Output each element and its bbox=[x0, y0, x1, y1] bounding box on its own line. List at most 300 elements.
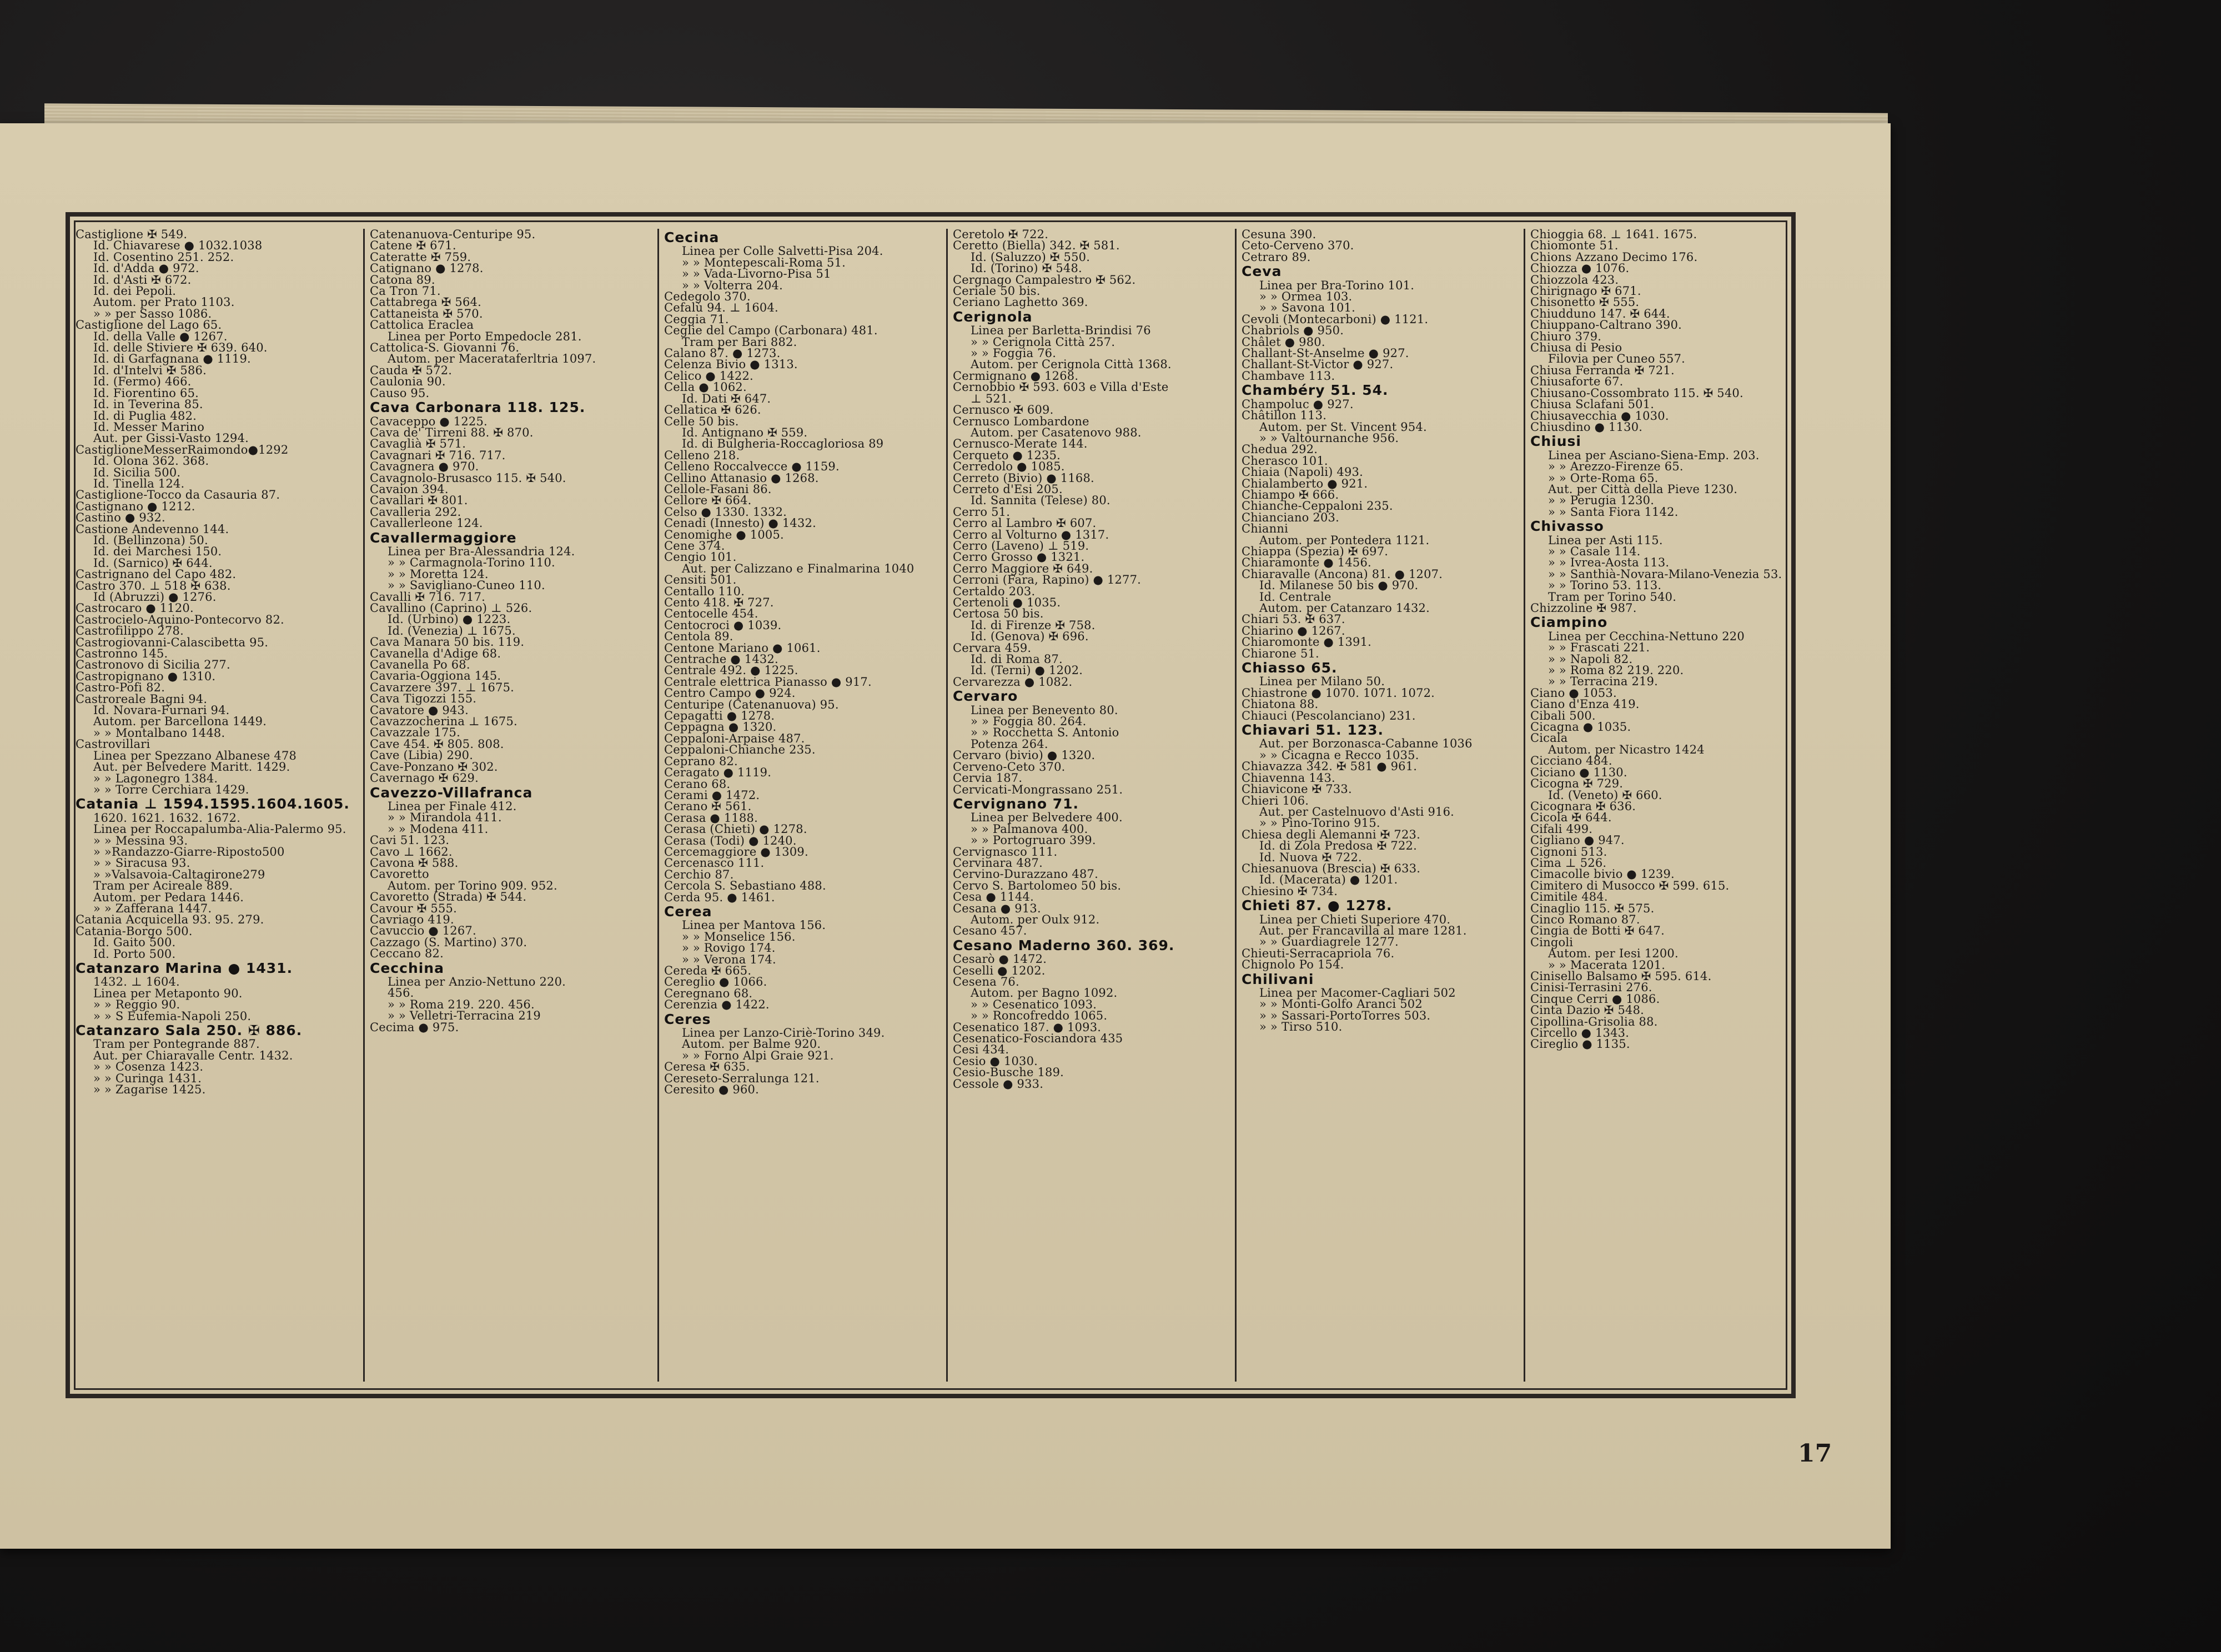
index-entry: Castione Andevenno 144. bbox=[76, 522, 229, 536]
index-entry: Cesio-Busche 189. bbox=[953, 1066, 1064, 1079]
index-entry: Ceretto (Biella) 342. ✠ 581. bbox=[953, 239, 1120, 253]
index-entry: Cernusco ✠ 609. bbox=[953, 403, 1054, 417]
index-entry: Cavazzocherina ⊥ 1675. bbox=[370, 715, 517, 729]
index-entry: Ceppaloni-Arpaise 487. bbox=[664, 731, 805, 745]
index-entry: Aut. per Belvedere Maritt. 1429. bbox=[93, 760, 290, 774]
index-entry: Cervicati-Mongrassano 251. bbox=[953, 782, 1123, 796]
column-divider bbox=[363, 229, 365, 1382]
index-entry: Châtillon 113. bbox=[1242, 409, 1327, 423]
index-entry: Tram per Torino 540. bbox=[1548, 590, 1677, 604]
index-entry: Cervignano 71. bbox=[953, 795, 1079, 812]
index-entry: Autom. per Bagno 1092. bbox=[971, 986, 1118, 1000]
index-entry: Cigliano ● 947. bbox=[1530, 833, 1625, 847]
index-entry: » » Carmagnola-Torino 110. bbox=[388, 556, 555, 570]
index-entry: Autom. per St. Vincent 954. bbox=[1259, 420, 1427, 434]
index-entry: Centola 89. bbox=[664, 630, 733, 644]
index-entry: Cerea bbox=[664, 903, 712, 920]
index-entry: Linea per Benevento 80. bbox=[971, 703, 1118, 717]
index-entry: Cinaglio 115. ✠ 575. bbox=[1530, 901, 1655, 915]
index-entry: Cave-Ponzano ✠ 302. bbox=[370, 760, 498, 774]
index-entry: Autom. per Barcellona 1449. bbox=[93, 715, 267, 729]
index-entry: Aut. per Chiaravalle Centr. 1432. bbox=[93, 1048, 293, 1062]
index-entry: Cedegolo 370. bbox=[664, 290, 751, 304]
index-entry: » » Palmanova 400. bbox=[971, 822, 1088, 836]
index-entry: Cervara 459. bbox=[953, 641, 1032, 655]
index-entry: » » S Eufemia-Napoli 250. bbox=[93, 1009, 252, 1023]
index-entry: Catania-Borgo 500. bbox=[76, 924, 193, 938]
index-entry: Ceriano Laghetto 369. bbox=[953, 295, 1088, 309]
index-entry: Id. Tinella 124. bbox=[93, 476, 185, 490]
timetable-index-page bbox=[0, 123, 1891, 1549]
index-entry: » » Torre Cerchiara 1429. bbox=[93, 782, 249, 796]
index-entry: » » Napoli 82. bbox=[1548, 652, 1633, 666]
index-entry: Chieuti-Serracapriola 76. bbox=[1242, 946, 1395, 960]
index-entry: Cengio 101. bbox=[664, 550, 737, 564]
index-entry: Cerro al Lambro ✠ 607. bbox=[953, 516, 1097, 530]
index-entry: Castrignano del Capo 482. bbox=[76, 568, 237, 581]
index-entry: Cerami ● 1472. bbox=[664, 788, 760, 802]
index-entry: Cellatica ✠ 626. bbox=[664, 403, 761, 417]
index-entry: » » Cesenatico 1093. bbox=[971, 997, 1097, 1011]
index-entry: Ceglie del Campo (Carbonara) 481. bbox=[664, 324, 878, 338]
index-entry: Chiusa di Pesio bbox=[1530, 341, 1622, 355]
index-entry: Id. di Garfagnana ● 1119. bbox=[93, 352, 251, 366]
column-divider bbox=[657, 229, 659, 1382]
index-entry: Cavallino (Caprino) ⊥ 526. bbox=[370, 601, 532, 615]
index-entry: Chiavari 51. 123. bbox=[1242, 722, 1384, 739]
index-entry: Centrale 492. ● 1225. bbox=[664, 664, 798, 677]
index-entry: Castrogiovanni-Calascibetta 95. bbox=[76, 635, 269, 649]
index-entry: » » Sassari-PortoTorres 503. bbox=[1259, 1008, 1431, 1022]
index-entry: Cercenasco 111. bbox=[664, 856, 765, 870]
index-entry: Cervo S. Bartolomeo 50 bis. bbox=[953, 878, 1122, 892]
index-entry: Cellole-Fasani 86. bbox=[664, 482, 772, 496]
index-entry: Linea per Milano 50. bbox=[1259, 675, 1385, 689]
index-entry: » » Rocchetta S. Antonio bbox=[971, 726, 1119, 740]
index-entry: Cesa ● 1144. bbox=[953, 890, 1034, 904]
index-entry: » » Savona 101. bbox=[1259, 301, 1355, 315]
index-entry: Castiglione del Lago 65. bbox=[76, 318, 222, 332]
index-entry: Cerano 68. bbox=[664, 777, 731, 791]
index-entry: Linea per Anzio-Nettuno 220. bbox=[388, 975, 566, 988]
index-entry: Chiatona 88. bbox=[1242, 697, 1319, 711]
index-entry: Cavaion 394. bbox=[370, 482, 449, 496]
index-entry: Chiesa degli Alemanni ✠ 723. bbox=[1242, 827, 1420, 841]
index-entry: Cerasa (Chieti) ● 1278. bbox=[664, 822, 807, 836]
index-entry: Id. Messer Marino bbox=[93, 420, 205, 434]
index-entry: Id. dei Marchesi 150. bbox=[93, 545, 222, 559]
index-entry: » » Velletri-Terracina 219 bbox=[388, 1009, 541, 1023]
index-entry: Ceresa ✠ 635. bbox=[664, 1060, 750, 1074]
index-entry: Cipollina-Grisolia 88. bbox=[1530, 1015, 1658, 1028]
index-entry: » » Macerata 1201. bbox=[1548, 958, 1666, 972]
index-entry: Autom. per Balme 920. bbox=[682, 1037, 821, 1051]
index-entry: Celso ● 1330. 1332. bbox=[664, 505, 787, 519]
index-entry: Id. (Macerata) ● 1201. bbox=[1259, 873, 1398, 887]
index-entry: Potenza 264. bbox=[971, 737, 1048, 751]
index-entry: Id. della Valle ● 1267. bbox=[93, 329, 228, 343]
index-entry: Ceto-Cerveno 370. bbox=[1242, 239, 1354, 253]
index-column-1 bbox=[76, 229, 359, 1382]
index-entry: Cerro 51. bbox=[953, 505, 1011, 519]
index-entry: Certaldo 203. bbox=[953, 584, 1036, 598]
index-entry: Cavalleria 292. bbox=[370, 505, 461, 519]
index-entry: Chiusavecchia ● 1030. bbox=[1530, 409, 1669, 423]
index-entry: Catania Acquicella 93. 95. 279. bbox=[76, 913, 264, 927]
index-entry: » » Pino-Torino 915. bbox=[1259, 816, 1380, 830]
index-entry: Chianni bbox=[1242, 522, 1288, 536]
index-entry: Certosa 50 bis. bbox=[953, 607, 1044, 621]
index-entry: » » Verona 174. bbox=[682, 952, 776, 966]
index-entry: Centallo 110. bbox=[664, 584, 745, 598]
index-entry: Cecina bbox=[664, 229, 720, 245]
index-entry: Cefalù 94. ⊥ 1604. bbox=[664, 301, 778, 315]
index-entry: » » Cicagna e Recco 1035. bbox=[1259, 748, 1419, 762]
index-entry: Linea per Bra-Alessandria 124. bbox=[388, 544, 575, 558]
index-entry: Cinisi-Terrasini 276. bbox=[1530, 981, 1652, 995]
index-entry: » » Arezzo-Firenze 65. bbox=[1548, 460, 1684, 474]
index-entry: Id. di Zola Predosa ✠ 722. bbox=[1259, 839, 1417, 853]
index-entry: Cerignola bbox=[953, 308, 1033, 325]
index-entry: Cavagnera ● 970. bbox=[370, 460, 479, 474]
index-entry: Chizzoline ✠ 987. bbox=[1530, 601, 1637, 615]
index-entry: Cifali 499. bbox=[1530, 822, 1593, 836]
index-entry: » » Tirso 510. bbox=[1259, 1020, 1343, 1034]
index-entry: Castropignano ● 1310. bbox=[76, 669, 216, 683]
index-entry: 1620. 1621. 1632. 1672. bbox=[93, 811, 241, 825]
index-entry: Id. d'Asti ✠ 672. bbox=[93, 273, 192, 287]
index-entry: Ceragato ● 1119. bbox=[664, 766, 772, 780]
index-entry: Chiozzola 423. bbox=[1530, 273, 1619, 287]
index-entry: Chiomonte 51. bbox=[1530, 239, 1619, 253]
index-entry: Ceggia 71. bbox=[664, 312, 729, 326]
index-entry: Chiusa Sclafani 501. bbox=[1530, 398, 1655, 411]
index-entry: » » Santhià-Novara-Milano-Venezia 53. bbox=[1548, 567, 1782, 581]
index-entry: Cervignasco 111. bbox=[953, 845, 1058, 858]
index-entry: Autom. per Prato 1103. bbox=[93, 295, 235, 309]
index-entry: Cavuccio ● 1267. bbox=[370, 924, 476, 938]
index-entry: » » Reggio 90. bbox=[93, 998, 180, 1012]
index-entry: Cherasco 101. bbox=[1242, 454, 1328, 468]
index-entry: Id. di Roma 87. bbox=[971, 652, 1063, 666]
index-entry: Cavernago ✠ 629. bbox=[370, 771, 479, 785]
index-entry: Cesi 434. bbox=[953, 1043, 1009, 1057]
index-entry: Autom. per Cerignola Città 1368. bbox=[971, 358, 1172, 371]
index-entry: Linea per Cecchina-Nettuno 220 bbox=[1548, 629, 1745, 643]
index-entry: Id. Chiavarese ● 1032.1038 bbox=[93, 239, 263, 253]
index-entry: Autom. per Catanzaro 1432. bbox=[1259, 601, 1430, 615]
index-entry: Cereseto-Serralunga 121. bbox=[664, 1071, 820, 1085]
index-entry: Censiti 501. bbox=[664, 573, 737, 587]
index-entry: Cecima ● 975. bbox=[370, 1020, 459, 1034]
index-entry: Cicciano 484. bbox=[1530, 754, 1612, 768]
index-entry: Chiuppano-Caltrano 390. bbox=[1530, 318, 1682, 332]
index-entry: Castiglione ✠ 549. bbox=[76, 229, 188, 241]
index-entry: Castino ● 932. bbox=[76, 511, 165, 525]
index-entry: » »Randazzo-Giarre-Riposto500 bbox=[93, 845, 285, 858]
index-entry: 456. bbox=[388, 986, 414, 1000]
index-entry: Cesarò ● 1472. bbox=[953, 952, 1047, 966]
index-entry: » » Montepescali-Roma 51. bbox=[682, 255, 846, 269]
index-entry: Cateratte ✠ 759. bbox=[370, 250, 471, 264]
index-entry: Ceva bbox=[1242, 263, 1282, 280]
index-entry: Chiaramonte ● 1456. bbox=[1242, 556, 1371, 570]
index-entry: Chieti 87. ● 1278. bbox=[1242, 897, 1393, 914]
index-entry: Autom. per Nicastro 1424 bbox=[1548, 742, 1705, 756]
index-entry: Autom. per Torino 909. 952. bbox=[388, 878, 557, 892]
index-entry: » » Foggia 80. 264. bbox=[971, 715, 1087, 729]
index-entry: Calano 87. ● 1273. bbox=[664, 347, 781, 360]
index-entry: Cavatore ● 943. bbox=[370, 703, 469, 717]
index-entry: » » Mirandola 411. bbox=[388, 811, 502, 825]
index-entry: Cevoli (Montecarboni) ● 1121. bbox=[1242, 312, 1429, 326]
index-entry: Id. Antignano ✠ 559. bbox=[682, 425, 808, 439]
index-entry: » » Messina 93. bbox=[93, 833, 188, 847]
index-entry: Cavo ⊥ 1662. bbox=[370, 845, 453, 858]
index-entry: Cesuna 390. bbox=[1242, 229, 1316, 241]
index-entry: » » Savigliano-Cuneo 110. bbox=[388, 579, 545, 592]
index-entry: Filovia per Cuneo 557. bbox=[1548, 352, 1686, 366]
index-entry: Id. (Genova) ✠ 696. bbox=[971, 630, 1089, 644]
index-entry: Cinco Romano 87. bbox=[1530, 912, 1640, 926]
index-entry: Cerasa ● 1188. bbox=[664, 811, 758, 825]
index-entry: Cecchina bbox=[370, 960, 444, 976]
index-entry: » » Cosenza 1423. bbox=[93, 1060, 204, 1074]
index-entry: Cerreto (Bivio) ● 1168. bbox=[953, 471, 1094, 485]
index-entry: » » Monti-Golfo Aranci 502 bbox=[1259, 997, 1423, 1011]
index-entry: Id. Gaito 500. bbox=[93, 936, 176, 950]
index-entry: Cavallermaggiore bbox=[370, 529, 517, 546]
index-entry: Cave 454. ✠ 805. 808. bbox=[370, 737, 504, 751]
index-entry: Cavagnari ✠ 716. 717. bbox=[370, 448, 506, 462]
index-entry: » » Ormea 103. bbox=[1259, 290, 1353, 304]
index-entry: Chiusa Ferranda ✠ 721. bbox=[1530, 363, 1675, 377]
index-entry: Cervinara 487. bbox=[953, 856, 1043, 870]
index-entry: Chianche-Ceppaloni 235. bbox=[1242, 499, 1393, 513]
index-entry: Cerchio 87. bbox=[664, 867, 734, 881]
index-column-2 bbox=[370, 229, 653, 1382]
index-entry: Caulonia 90. bbox=[370, 375, 446, 389]
index-entry: Autom. per Casatenovo 988. bbox=[971, 425, 1142, 439]
index-entry: Cavaria-Oggiona 145. bbox=[370, 669, 501, 683]
index-entry: Id. (Veneto) ✠ 660. bbox=[1548, 788, 1662, 802]
index-entry: Ceprano 82. bbox=[664, 754, 738, 768]
index-entry: Cicogna ✠ 729. bbox=[1530, 777, 1624, 791]
index-entry: Celleno Roccalvecce ● 1159. bbox=[664, 460, 840, 474]
index-entry: Centro Campo ● 924. bbox=[664, 686, 796, 700]
index-entry: Aut. per Borzonasca-Cabanne 1036 bbox=[1259, 737, 1473, 751]
index-entry: Cimacolle bivio ● 1239. bbox=[1530, 867, 1675, 881]
index-entry: Cavezzo-Villafranca bbox=[370, 784, 533, 801]
index-entry: Castro-Pofi 82. bbox=[76, 681, 165, 695]
index-entry: Cella ● 1062. bbox=[664, 380, 747, 394]
index-entry: Chivasso bbox=[1530, 518, 1604, 535]
index-entry: Autom. per Pedara 1446. bbox=[93, 890, 244, 904]
index-entry: Centuripe (Catenanuova) 95. bbox=[664, 697, 839, 711]
index-entry: Chedua 292. bbox=[1242, 443, 1318, 456]
index-entry: » » Roma 82 219. 220. bbox=[1548, 664, 1684, 677]
index-entry: Cinque Cerri ● 1086. bbox=[1530, 992, 1660, 1006]
index-entry: Id. Porto 500. bbox=[93, 947, 176, 961]
index-entry: Celle 50 bis. bbox=[664, 414, 739, 428]
index-entry: Cerroni (Fara, Rapino) ● 1277. bbox=[953, 573, 1142, 587]
column-divider bbox=[1524, 229, 1525, 1382]
index-entry: Cervino-Durazzano 487. bbox=[953, 867, 1098, 881]
index-entry: Id. Sannita (Telese) 80. bbox=[971, 494, 1110, 508]
index-entry: Cavallerleone 124. bbox=[370, 516, 483, 530]
index-entry: Cerano ✠ 561. bbox=[664, 800, 752, 814]
index-entry: » » Rovigo 174. bbox=[682, 941, 776, 955]
index-entry: Linea per Asciano-Siena-Emp. 203. bbox=[1548, 448, 1760, 462]
index-entry: Linea per Chieti Superiore 470. bbox=[1259, 912, 1451, 926]
index-entry: Id. Cosentino 251. 252. bbox=[93, 250, 234, 264]
index-entry: Chirignago ✠ 671. bbox=[1530, 284, 1641, 298]
index-entry: Linea per Colle Salvetti-Pisa 204. bbox=[682, 244, 883, 258]
index-entry: Catania ⊥ 1594.1595.1604.1605. bbox=[76, 796, 350, 812]
index-entry: Chiusdino ● 1130. bbox=[1530, 420, 1643, 434]
index-entry: Cesenatico 187. ● 1093. bbox=[953, 1020, 1102, 1034]
index-entry: Champoluc ● 927. bbox=[1242, 397, 1354, 411]
index-entry: Chiasso 65. bbox=[1242, 660, 1338, 676]
index-entry: Cavona ✠ 588. bbox=[370, 856, 459, 870]
column-divider bbox=[946, 229, 948, 1382]
index-entry: Chiuro 379. bbox=[1530, 329, 1602, 343]
index-entry: Castronno 145. bbox=[76, 647, 168, 661]
index-entry: Linea per Barletta-Brindisi 76 bbox=[971, 324, 1151, 338]
index-entry: Aut. per Castelnuovo d'Asti 916. bbox=[1259, 805, 1455, 819]
index-entry: Cavanella Po 68. bbox=[370, 658, 470, 672]
index-entry: Cireglio ● 1135. bbox=[1530, 1037, 1630, 1051]
index-entry: Challant-St-Victor ● 927. bbox=[1242, 358, 1394, 371]
index-entry: Ceccano 82. bbox=[370, 947, 444, 961]
index-entry: Cervarezza ● 1082. bbox=[953, 675, 1073, 689]
index-entry: Cattolica-S. Giovanni 76. bbox=[370, 341, 520, 355]
index-entry: Linea per Porto Empedocle 281. bbox=[388, 329, 582, 343]
index-entry: Chiampo ✠ 666. bbox=[1242, 488, 1339, 501]
index-entry: Cerro Grosso ● 1321. bbox=[953, 550, 1085, 564]
index-entry: Chiozza ● 1076. bbox=[1530, 262, 1630, 275]
index-entry: Id. Fiorentino 65. bbox=[93, 386, 199, 400]
index-entry: Ceres bbox=[664, 1011, 711, 1027]
index-entry: Chiarino ● 1267. bbox=[1242, 624, 1345, 637]
index-entry: » » Roncofreddo 1065. bbox=[971, 1009, 1108, 1023]
index-entry: Cerro (Laveno) ⊥ 519. bbox=[953, 539, 1089, 553]
index-entry: Cavour ✠ 555. bbox=[370, 901, 457, 915]
index-entry: Cattaneista ✠ 570. bbox=[370, 307, 483, 320]
index-entry: Chiesanuova (Brescia) ✠ 633. bbox=[1242, 861, 1421, 875]
index-entry: Autom. per Pontedera 1121. bbox=[1259, 533, 1430, 547]
index-entry: Id. Sicilia 500. bbox=[93, 465, 181, 479]
index-entry: Chialamberto ● 921. bbox=[1242, 476, 1368, 490]
index-entry: Cicola ✠ 644. bbox=[1530, 811, 1612, 825]
index-entry: Cauda ✠ 572. bbox=[370, 363, 453, 377]
index-entry: » » Santa Fiora 1142. bbox=[1548, 505, 1679, 519]
index-entry: Id. (Venezia) ⊥ 1675. bbox=[388, 624, 516, 637]
index-entry: Cimitile 484. bbox=[1530, 890, 1608, 904]
index-entry: Ciampino bbox=[1530, 614, 1608, 631]
index-entry: Catignano ● 1278. bbox=[370, 262, 484, 275]
index-entry: » » Forno Alpi Graie 921. bbox=[682, 1048, 834, 1062]
index-entry: Catenanuova-Centuripe 95. bbox=[370, 229, 536, 241]
index-entry: Autom. per Iesi 1200. bbox=[1548, 947, 1679, 961]
index-entry: Chiaravalle (Ancona) 81. ● 1207. bbox=[1242, 567, 1443, 581]
index-entry: Celenza Bivio ● 1313. bbox=[664, 358, 798, 371]
index-entry: » » Casale 114. bbox=[1548, 544, 1641, 558]
index-entry: Cergnago Campalestro ✠ 562. bbox=[953, 273, 1136, 287]
index-entry: » » Zagarise 1425. bbox=[93, 1083, 206, 1097]
index-entry: » » Perugia 1230. bbox=[1548, 494, 1655, 508]
column-divider bbox=[1235, 229, 1237, 1382]
index-entry: » » Valtournanche 956. bbox=[1259, 431, 1399, 445]
index-entry: Ciano d'Enza 419. bbox=[1530, 697, 1640, 711]
index-entry: » » Frascati 221. bbox=[1548, 641, 1650, 655]
index-entry: Cingia de Botti ✠ 647. bbox=[1530, 924, 1665, 938]
index-entry: Castrocielo-Aquino-Pontecorvo 82. bbox=[76, 612, 284, 626]
index-entry: Châlet ● 980. bbox=[1242, 335, 1325, 349]
index-entry: Linea per Spezzano Albanese 478 bbox=[93, 749, 297, 762]
index-entry: Cernusco-Merate 144. bbox=[953, 437, 1088, 451]
index-entry: Chianciano 203. bbox=[1242, 510, 1339, 524]
index-column-6 bbox=[1530, 229, 1813, 1382]
index-entry: Linea per Bra-Torino 101. bbox=[1259, 278, 1415, 292]
index-entry: Cinisello Balsamo ✠ 595. 614. bbox=[1530, 970, 1712, 983]
index-entry: » » Guardiagrele 1277. bbox=[1259, 935, 1399, 949]
index-entry: Cetraro 89. bbox=[1242, 250, 1311, 264]
index-entry: Chisonetto ✠ 555. bbox=[1530, 295, 1640, 309]
index-entry: Cerredolo ● 1085. bbox=[953, 460, 1065, 474]
index-entry: Cavagnolo-Brusasco 115. ✠ 540. bbox=[370, 471, 566, 485]
index-entry: Catanzaro Marina ● 1431. bbox=[76, 960, 293, 976]
index-entry: Ceselli ● 1202. bbox=[953, 963, 1046, 977]
index-entry: Ceriale 50 bis. bbox=[953, 284, 1041, 298]
index-entry: Castroreale Bagni 94. bbox=[76, 692, 208, 706]
index-entry: Cicagna ● 1035. bbox=[1530, 720, 1631, 734]
index-entry: Chiusano-Cossombrato 115. ✠ 540. bbox=[1530, 386, 1743, 400]
index-entry: Cesana ● 913. bbox=[953, 901, 1041, 915]
index-entry: Ca Tron 71. bbox=[370, 284, 441, 298]
index-entry: Cereglio ● 1066. bbox=[664, 975, 767, 989]
index-entry: Cento 418. ✠ 727. bbox=[664, 596, 774, 609]
index-entry: Centrale elettrica Pianasso ● 917. bbox=[664, 675, 872, 689]
index-entry: Id. Dati ✠ 647. bbox=[682, 391, 771, 405]
index-entry: Castrovillari bbox=[76, 737, 150, 751]
index-entry: Cavi 51. 123. bbox=[370, 833, 450, 847]
index-entry: » » Vada-Livorno-Pisa 51 bbox=[682, 267, 831, 281]
index-entry: » » Montalbano 1448. bbox=[93, 726, 225, 740]
index-entry: Id. di Puglia 482. bbox=[93, 409, 197, 423]
index-entry: Cervaro (bivio) ● 1320. bbox=[953, 749, 1096, 762]
index-entry: Tram per Acireale 889. bbox=[93, 879, 233, 893]
index-entry: Challant-St-Anselme ● 927. bbox=[1242, 347, 1409, 360]
index-entry: Chiauci (Pescolanciano) 231. bbox=[1242, 709, 1416, 722]
index-entry: Cernusco Lombardone bbox=[953, 414, 1089, 428]
index-entry: Cavalli ✠ 716. 717. bbox=[370, 590, 486, 604]
index-entry: Linea per Belvedere 400. bbox=[971, 811, 1123, 825]
index-entry: Cavaceppo ● 1225. bbox=[370, 414, 488, 428]
index-entry: Cima ⊥ 526. bbox=[1530, 856, 1607, 870]
index-entry: Cavanella d'Adige 68. bbox=[370, 646, 501, 660]
index-entry: Aut. per Calizzano e Finalmarina 1040 bbox=[682, 561, 914, 575]
index-entry: Linea per Mantova 156. bbox=[682, 918, 826, 932]
index-entry: ⊥ 521. bbox=[971, 391, 1012, 405]
index-entry: Chiavenna 143. bbox=[1242, 771, 1335, 785]
index-entry: Cicognara ✠ 636. bbox=[1530, 799, 1636, 813]
index-entry: Id (Abruzzi) ● 1276. bbox=[93, 590, 217, 604]
index-entry: Id. Novara-Furnari 94. bbox=[93, 704, 230, 717]
index-entry: Chieri 106. bbox=[1242, 794, 1309, 807]
index-frame bbox=[66, 212, 1796, 1398]
index-entry: Linea per Metaponto 90. bbox=[93, 986, 243, 1000]
